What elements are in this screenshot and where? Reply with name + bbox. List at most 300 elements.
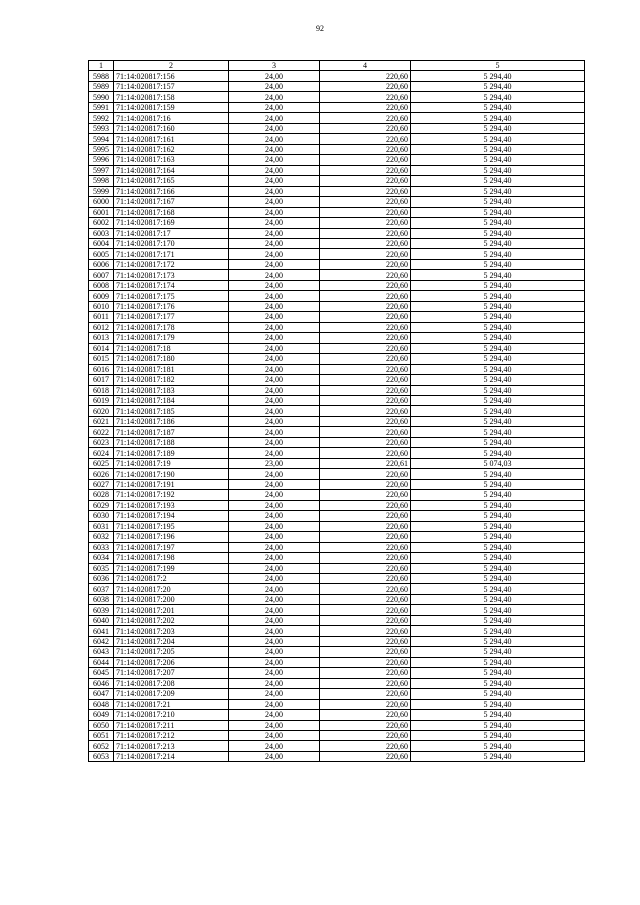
area-cell: 24,00: [229, 259, 320, 269]
cadastral-number-cell: 71:14:020817:213: [114, 741, 229, 751]
area-cell: 24,00: [229, 689, 320, 699]
rate-cell: 220,60: [320, 427, 411, 437]
cadastral-number-cell: 71:14:020817:176: [114, 301, 229, 311]
cadastral-number-cell: 71:14:020817:156: [114, 71, 229, 81]
column-header-2: 2: [114, 61, 229, 71]
cadastral-number-cell: 71:14:020817:182: [114, 375, 229, 385]
table-row: [89, 448, 585, 458]
table-body: [89, 71, 585, 762]
row-number-cell: 6032: [89, 532, 114, 542]
row-number-cell: 6016: [89, 364, 114, 374]
row-number-cell: 6009: [89, 291, 114, 301]
cadastral-number-cell: 71:14:020817:164: [114, 165, 229, 175]
area-cell: 24,00: [229, 490, 320, 500]
row-number-cell: 6047: [89, 689, 114, 699]
table-row: [89, 197, 585, 207]
amount-cell: 5 294,40: [411, 123, 585, 133]
amount-cell: 5 294,40: [411, 259, 585, 269]
area-cell: 24,00: [229, 155, 320, 165]
cadastral-number-cell: 71:14:020817:193: [114, 500, 229, 510]
row-number-cell: 5996: [89, 155, 114, 165]
area-cell: 24,00: [229, 113, 320, 123]
area-cell: 24,00: [229, 542, 320, 552]
rate-cell: 220,60: [320, 123, 411, 133]
rate-cell: 220,60: [320, 238, 411, 248]
table-row: [89, 354, 585, 364]
cadastral-number-cell: 71:14:020817:172: [114, 259, 229, 269]
row-number-cell: 6015: [89, 354, 114, 364]
cadastral-number-cell: 71:14:020817:208: [114, 678, 229, 688]
table-row: [89, 511, 585, 521]
amount-cell: 5 294,40: [411, 354, 585, 364]
area-cell: 24,00: [229, 751, 320, 761]
amount-cell: 5 294,40: [411, 542, 585, 552]
area-cell: 24,00: [229, 521, 320, 531]
table-row: [89, 270, 585, 280]
cadastral-number-cell: 71:14:020817:162: [114, 144, 229, 154]
table-row: [89, 553, 585, 563]
rate-cell: 220,60: [320, 71, 411, 81]
rate-cell: 220,60: [320, 218, 411, 228]
cadastral-number-cell: 71:14:020817:202: [114, 615, 229, 625]
area-cell: 24,00: [229, 668, 320, 678]
table-row: [89, 710, 585, 720]
cadastral-number-cell: 71:14:020817:207: [114, 668, 229, 678]
table-header-row: [89, 61, 585, 71]
amount-cell: 5 294,40: [411, 741, 585, 751]
cadastral-number-cell: 71:14:020817:214: [114, 751, 229, 761]
cadastral-number-cell: 71:14:020817:158: [114, 92, 229, 102]
rate-cell: 220,60: [320, 626, 411, 636]
rate-cell: 220,60: [320, 312, 411, 322]
table-row: [89, 165, 585, 175]
rate-cell: 220,60: [320, 647, 411, 657]
amount-cell: 5 294,40: [411, 238, 585, 248]
amount-cell: 5 294,40: [411, 710, 585, 720]
rate-cell: 220,60: [320, 710, 411, 720]
row-number-cell: 6039: [89, 605, 114, 615]
rate-cell: 220,60: [320, 720, 411, 730]
amount-cell: 5 294,40: [411, 521, 585, 531]
table-row: [89, 699, 585, 709]
column-header-3: 3: [229, 61, 320, 71]
cadastral-number-cell: 71:14:020817:169: [114, 218, 229, 228]
rate-cell: 220,60: [320, 375, 411, 385]
area-cell: 24,00: [229, 427, 320, 437]
amount-cell: 5 294,40: [411, 647, 585, 657]
rate-cell: 220,60: [320, 668, 411, 678]
cadastral-number-cell: 71:14:020817:191: [114, 479, 229, 489]
rate-cell: 220,60: [320, 291, 411, 301]
table-row: [89, 469, 585, 479]
table-row: [89, 563, 585, 573]
rate-cell: 220,60: [320, 102, 411, 112]
area-cell: 24,00: [229, 626, 320, 636]
cadastral-number-cell: 71:14:020817:18: [114, 343, 229, 353]
cadastral-number-cell: 71:14:020817:16: [114, 113, 229, 123]
rate-cell: 220,60: [320, 605, 411, 615]
table-row: [89, 218, 585, 228]
rate-cell: 220,60: [320, 207, 411, 217]
area-cell: 24,00: [229, 731, 320, 741]
cadastral-number-cell: 71:14:020817:185: [114, 406, 229, 416]
area-cell: 24,00: [229, 636, 320, 646]
column-header-1: 1: [89, 61, 114, 71]
rate-cell: 220,60: [320, 479, 411, 489]
area-cell: 24,00: [229, 71, 320, 81]
area-cell: 24,00: [229, 249, 320, 259]
rate-cell: 220,60: [320, 532, 411, 542]
table-row: [89, 490, 585, 500]
amount-cell: 5 294,40: [411, 375, 585, 385]
area-cell: 24,00: [229, 301, 320, 311]
row-number-cell: 5990: [89, 92, 114, 102]
area-cell: 24,00: [229, 354, 320, 364]
row-number-cell: 6001: [89, 207, 114, 217]
table-row: [89, 113, 585, 123]
area-cell: 24,00: [229, 448, 320, 458]
area-cell: 24,00: [229, 710, 320, 720]
cadastral-number-cell: 71:14:020817:168: [114, 207, 229, 217]
rate-cell: 220,60: [320, 228, 411, 238]
rate-cell: 220,61: [320, 458, 411, 468]
amount-cell: 5 294,40: [411, 186, 585, 196]
rate-cell: 220,60: [320, 689, 411, 699]
area-cell: 24,00: [229, 291, 320, 301]
data-table: [88, 60, 585, 762]
cadastral-number-cell: 71:14:020817:201: [114, 605, 229, 615]
row-number-cell: 6022: [89, 427, 114, 437]
row-number-cell: 6003: [89, 228, 114, 238]
table-row: [89, 458, 585, 468]
table-row: [89, 542, 585, 552]
row-number-cell: 6050: [89, 720, 114, 730]
table-row: [89, 584, 585, 594]
row-number-cell: 6020: [89, 406, 114, 416]
amount-cell: 5 294,40: [411, 490, 585, 500]
area-cell: 24,00: [229, 416, 320, 426]
row-number-cell: 6029: [89, 500, 114, 510]
row-number-cell: 6031: [89, 521, 114, 531]
row-number-cell: 6013: [89, 333, 114, 343]
row-number-cell: 6004: [89, 238, 114, 248]
rate-cell: 220,60: [320, 521, 411, 531]
amount-cell: 5 294,40: [411, 594, 585, 604]
table-row: [89, 312, 585, 322]
area-cell: 24,00: [229, 81, 320, 91]
amount-cell: 5 294,40: [411, 364, 585, 374]
table-row: [89, 594, 585, 604]
row-number-cell: 6019: [89, 396, 114, 406]
table-row: [89, 207, 585, 217]
rate-cell: 220,60: [320, 176, 411, 186]
table-row: [89, 343, 585, 353]
row-number-cell: 5997: [89, 165, 114, 175]
area-cell: 24,00: [229, 102, 320, 112]
amount-cell: 5 294,40: [411, 396, 585, 406]
table-row: [89, 333, 585, 343]
cadastral-number-cell: 71:14:020817:171: [114, 249, 229, 259]
area-cell: 24,00: [229, 134, 320, 144]
cadastral-number-cell: 71:14:020817:186: [114, 416, 229, 426]
table-row: [89, 228, 585, 238]
table-row: [89, 155, 585, 165]
area-cell: 24,00: [229, 657, 320, 667]
rate-cell: 220,60: [320, 542, 411, 552]
area-cell: 24,00: [229, 553, 320, 563]
cadastral-number-cell: 71:14:020817:161: [114, 134, 229, 144]
cadastral-number-cell: 71:14:020817:160: [114, 123, 229, 133]
table-row: [89, 322, 585, 332]
area-cell: 24,00: [229, 615, 320, 625]
area-cell: 24,00: [229, 343, 320, 353]
row-number-cell: 6025: [89, 458, 114, 468]
amount-cell: 5 294,40: [411, 448, 585, 458]
row-number-cell: 5994: [89, 134, 114, 144]
cadastral-number-cell: 71:14:020817:20: [114, 584, 229, 594]
row-number-cell: 6034: [89, 553, 114, 563]
amount-cell: 5 294,40: [411, 385, 585, 395]
row-number-cell: 6045: [89, 668, 114, 678]
amount-cell: 5 294,40: [411, 144, 585, 154]
row-number-cell: 6024: [89, 448, 114, 458]
cadastral-number-cell: 71:14:020817:189: [114, 448, 229, 458]
area-cell: 24,00: [229, 238, 320, 248]
area-cell: 24,00: [229, 176, 320, 186]
row-number-cell: 6000: [89, 197, 114, 207]
row-number-cell: 6035: [89, 563, 114, 573]
amount-cell: 5 294,40: [411, 469, 585, 479]
row-number-cell: 6023: [89, 437, 114, 447]
rate-cell: 220,60: [320, 155, 411, 165]
row-number-cell: 6002: [89, 218, 114, 228]
cadastral-number-cell: 71:14:020817:180: [114, 354, 229, 364]
table-row: [89, 375, 585, 385]
table-row: [89, 81, 585, 91]
rate-cell: 220,60: [320, 354, 411, 364]
row-number-cell: 6021: [89, 416, 114, 426]
area-cell: 24,00: [229, 479, 320, 489]
amount-cell: 5 294,40: [411, 553, 585, 563]
amount-cell: 5 294,40: [411, 615, 585, 625]
row-number-cell: 6051: [89, 731, 114, 741]
cadastral-number-cell: 71:14:020817:170: [114, 238, 229, 248]
row-number-cell: 6038: [89, 594, 114, 604]
row-number-cell: 6030: [89, 511, 114, 521]
amount-cell: 5 294,40: [411, 511, 585, 521]
table-row: [89, 500, 585, 510]
amount-cell: 5 294,40: [411, 689, 585, 699]
rate-cell: 220,60: [320, 511, 411, 521]
row-number-cell: 6018: [89, 385, 114, 395]
rate-cell: 220,60: [320, 301, 411, 311]
amount-cell: 5 294,40: [411, 165, 585, 175]
table-row: [89, 396, 585, 406]
cadastral-number-cell: 71:14:020817:165: [114, 176, 229, 186]
table-row: [89, 291, 585, 301]
rate-cell: 220,60: [320, 343, 411, 353]
cadastral-number-cell: 71:14:020817:177: [114, 312, 229, 322]
amount-cell: 5 294,40: [411, 81, 585, 91]
cadastral-number-cell: 71:14:020817:157: [114, 81, 229, 91]
row-number-cell: 5998: [89, 176, 114, 186]
area-cell: 24,00: [229, 144, 320, 154]
cadastral-number-cell: 71:14:020817:188: [114, 437, 229, 447]
rate-cell: 220,60: [320, 385, 411, 395]
rate-cell: 220,60: [320, 197, 411, 207]
row-number-cell: 6010: [89, 301, 114, 311]
cadastral-number-cell: 71:14:020817:190: [114, 469, 229, 479]
rate-cell: 220,60: [320, 490, 411, 500]
amount-cell: 5 294,40: [411, 751, 585, 761]
cadastral-number-cell: 71:14:020817:204: [114, 636, 229, 646]
rate-cell: 220,60: [320, 448, 411, 458]
row-number-cell: 6014: [89, 343, 114, 353]
rate-cell: 220,60: [320, 270, 411, 280]
cadastral-number-cell: 71:14:020817:194: [114, 511, 229, 521]
rate-cell: 220,60: [320, 636, 411, 646]
amount-cell: 5 294,40: [411, 479, 585, 489]
table-row: [89, 186, 585, 196]
table-row: [89, 731, 585, 741]
rate-cell: 220,60: [320, 186, 411, 196]
row-number-cell: 6026: [89, 469, 114, 479]
amount-cell: 5 294,40: [411, 113, 585, 123]
table-row: [89, 71, 585, 81]
row-number-cell: 5993: [89, 123, 114, 133]
table-row: [89, 301, 585, 311]
row-number-cell: 6053: [89, 751, 114, 761]
cadastral-number-cell: 71:14:020817:195: [114, 521, 229, 531]
amount-cell: 5 294,40: [411, 197, 585, 207]
area-cell: 24,00: [229, 699, 320, 709]
cadastral-number-cell: 71:14:020817:203: [114, 626, 229, 636]
amount-cell: 5 294,40: [411, 343, 585, 353]
amount-cell: 5 294,40: [411, 584, 585, 594]
row-number-cell: 5991: [89, 102, 114, 112]
table-row: [89, 249, 585, 259]
area-cell: 24,00: [229, 197, 320, 207]
rate-cell: 220,60: [320, 573, 411, 583]
area-cell: 24,00: [229, 280, 320, 290]
table-row: [89, 741, 585, 751]
rate-cell: 220,60: [320, 699, 411, 709]
area-cell: 24,00: [229, 218, 320, 228]
row-number-cell: 6012: [89, 322, 114, 332]
table-row: [89, 647, 585, 657]
table-row: [89, 123, 585, 133]
rate-cell: 220,60: [320, 280, 411, 290]
row-number-cell: 6028: [89, 490, 114, 500]
table-row: [89, 102, 585, 112]
area-cell: 23,00: [229, 458, 320, 468]
rate-cell: 220,60: [320, 741, 411, 751]
area-cell: 24,00: [229, 532, 320, 542]
rate-cell: 220,60: [320, 500, 411, 510]
amount-cell: 5 294,40: [411, 657, 585, 667]
cadastral-number-cell: 71:14:020817:183: [114, 385, 229, 395]
amount-cell: 5 294,40: [411, 92, 585, 102]
cadastral-number-cell: 71:14:020817:166: [114, 186, 229, 196]
area-cell: 24,00: [229, 647, 320, 657]
rate-cell: 220,60: [320, 416, 411, 426]
rate-cell: 220,60: [320, 134, 411, 144]
amount-cell: 5 294,40: [411, 678, 585, 688]
area-cell: 24,00: [229, 333, 320, 343]
amount-cell: 5 294,40: [411, 228, 585, 238]
rate-cell: 220,60: [320, 259, 411, 269]
table-row: [89, 280, 585, 290]
page-number: 92: [316, 24, 324, 33]
column-header-5: 5: [411, 61, 585, 71]
rate-cell: 220,60: [320, 437, 411, 447]
cadastral-number-cell: 71:14:020817:187: [114, 427, 229, 437]
cadastral-number-cell: 71:14:020817:206: [114, 657, 229, 667]
amount-cell: 5 294,40: [411, 71, 585, 81]
cadastral-number-cell: 71:14:020817:174: [114, 280, 229, 290]
amount-cell: 5 294,40: [411, 155, 585, 165]
amount-cell: 5 294,40: [411, 731, 585, 741]
amount-cell: 5 294,40: [411, 312, 585, 322]
table-row: [89, 636, 585, 646]
cadastral-number-cell: 71:14:020817:199: [114, 563, 229, 573]
area-cell: 24,00: [229, 165, 320, 175]
area-cell: 24,00: [229, 228, 320, 238]
table-row: [89, 678, 585, 688]
cadastral-number-cell: 71:14:020817:210: [114, 710, 229, 720]
table-row: [89, 134, 585, 144]
amount-cell: 5 294,40: [411, 437, 585, 447]
cadastral-number-cell: 71:14:020817:200: [114, 594, 229, 604]
row-number-cell: 6036: [89, 573, 114, 583]
rate-cell: 220,60: [320, 165, 411, 175]
rate-cell: 220,60: [320, 594, 411, 604]
row-number-cell: 6017: [89, 375, 114, 385]
row-number-cell: 6048: [89, 699, 114, 709]
table-row: [89, 751, 585, 761]
rate-cell: 220,60: [320, 563, 411, 573]
rate-cell: 220,60: [320, 731, 411, 741]
table-row: [89, 605, 585, 615]
cadastral-number-cell: 71:14:020817:205: [114, 647, 229, 657]
area-cell: 24,00: [229, 500, 320, 510]
table-row: [89, 532, 585, 542]
amount-cell: 5 294,40: [411, 301, 585, 311]
row-number-cell: 5999: [89, 186, 114, 196]
row-number-cell: 6043: [89, 647, 114, 657]
row-number-cell: 6046: [89, 678, 114, 688]
rate-cell: 220,60: [320, 249, 411, 259]
table-row: [89, 364, 585, 374]
row-number-cell: 6049: [89, 710, 114, 720]
cadastral-number-cell: 71:14:020817:17: [114, 228, 229, 238]
cadastral-number-cell: 71:14:020817:211: [114, 720, 229, 730]
amount-cell: 5 294,40: [411, 406, 585, 416]
row-number-cell: 6027: [89, 479, 114, 489]
rate-cell: 220,60: [320, 657, 411, 667]
rate-cell: 220,60: [320, 364, 411, 374]
amount-cell: 5 294,40: [411, 249, 585, 259]
amount-cell: 5 294,40: [411, 636, 585, 646]
table-row: [89, 144, 585, 154]
rate-cell: 220,60: [320, 615, 411, 625]
amount-cell: 5 294,40: [411, 207, 585, 217]
table-row: [89, 385, 585, 395]
table-row: [89, 626, 585, 636]
table-row: [89, 521, 585, 531]
cadastral-number-cell: 71:14:020817:181: [114, 364, 229, 374]
row-number-cell: 6037: [89, 584, 114, 594]
